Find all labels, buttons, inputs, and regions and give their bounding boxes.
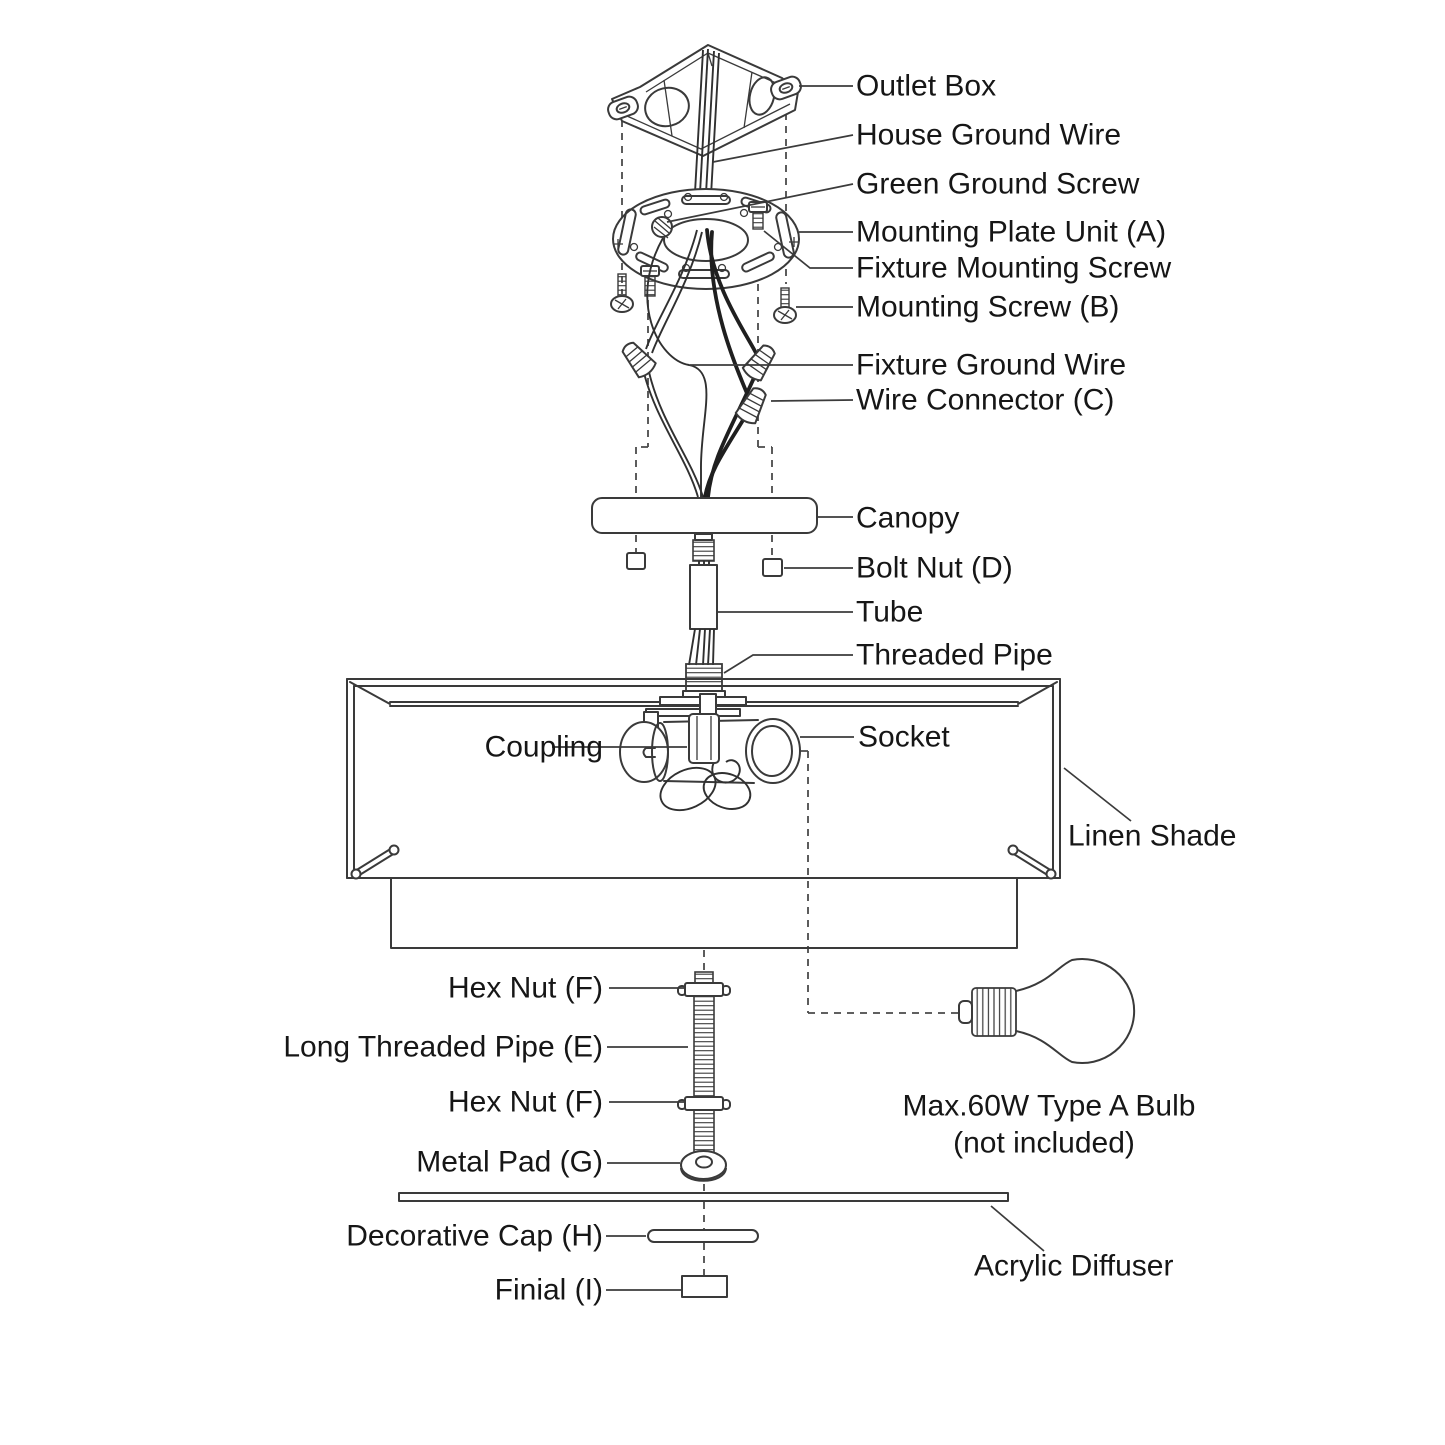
green-ground-screw-part [652,217,672,238]
label-fixture-mounting-screw: Fixture Mounting Screw [856,251,1172,285]
label-mounting-plate-unit: Mounting Plate Unit (A) [856,215,1167,249]
leader-wire-connector [771,400,853,401]
canopy-drawing [592,498,817,533]
label-fixture-ground-wire: Fixture Ground Wire [856,348,1127,382]
socket-assembly-drawing [620,694,800,818]
wire-connector-left [618,338,658,379]
label-green-ground-screw: Green Ground Screw [856,167,1140,201]
label-linen-shade: Linen Shade [1068,819,1237,853]
label-coupling: Coupling [484,730,603,764]
socket-wire-loops [654,760,756,819]
label-long-threaded-pipe: Long Threaded Pipe (E) [283,1030,603,1064]
label-threaded-pipe: Threaded Pipe [856,638,1053,672]
bulb-drawing [959,959,1134,1063]
label-house-ground-wire: House Ground Wire [856,118,1122,152]
label-canopy: Canopy [856,501,960,535]
label-hex-nut-top: Hex Nut (F) [447,971,603,1005]
mounting-screw-right [774,288,796,323]
stem-drawing [683,534,725,697]
metal-pad-part [681,1151,726,1181]
label-socket: Socket [858,720,950,754]
label-bulb-note-line2: (not included) [953,1126,1135,1160]
label-wire-connector: Wire Connector (C) [856,383,1115,417]
shade-corner-bracket-left [352,846,399,879]
mounting-screw-left [611,274,633,312]
label-bulb-note-line1: Max.60W Type A Bulb [902,1089,1196,1123]
hex-nut-bottom-part [678,1097,730,1110]
label-metal-pad: Metal Pad (G) [416,1145,603,1179]
long-threaded-pipe-part [694,996,714,1097]
label-mounting-screw: Mounting Screw (B) [856,290,1120,324]
leader-acrylic-diffuser [991,1206,1044,1251]
label-bolt-nut: Bolt Nut (D) [856,551,1013,585]
label-acrylic-diffuser: Acrylic Diffuser [974,1249,1174,1283]
leader-threaded-pipe [724,655,853,673]
hex-nut-top-part [678,983,730,996]
wire-connector-right-upper [741,341,779,383]
label-decorative-cap: Decorative Cap (H) [346,1219,603,1253]
label-finial: Finial (I) [494,1273,603,1307]
finial-part [682,1276,727,1297]
coupling-part [689,714,719,763]
label-tube: Tube [856,595,924,629]
acrylic-diffuser-part [399,1193,1008,1201]
label-outlet-box: Outlet Box [856,69,997,103]
leader-linen-shade [1064,768,1131,821]
rod-assembly-drawing [678,972,730,1181]
shade-corner-bracket-right [1009,846,1056,879]
decorative-cap-part [648,1230,758,1242]
mounting-plate-drawing [611,189,799,323]
label-hex-nut-bottom: Hex Nut (F) [447,1085,603,1119]
